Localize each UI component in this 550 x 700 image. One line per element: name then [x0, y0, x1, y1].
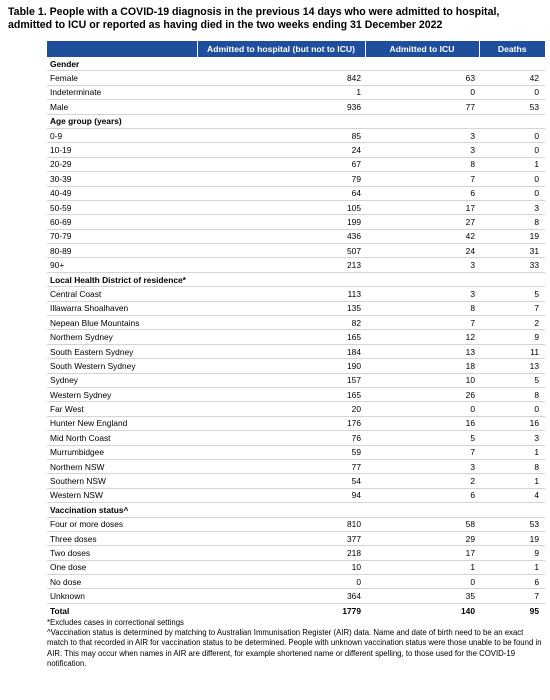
- row-label: Hunter New England: [47, 416, 197, 430]
- icu-cell: 0: [365, 85, 479, 99]
- table-row: [47, 344, 545, 358]
- hospital-cell: 165: [197, 330, 365, 344]
- deaths-cell: 0: [479, 402, 545, 416]
- icu-cell: 16: [365, 416, 479, 430]
- hospital-cell: 507: [197, 244, 365, 258]
- header-deaths: Deaths: [479, 41, 545, 57]
- hospital-cell: [197, 57, 365, 71]
- section-label: Age group (years): [47, 114, 197, 128]
- table-row: [47, 287, 545, 301]
- hospital-cell: [197, 503, 365, 517]
- icu-cell: 18: [365, 359, 479, 373]
- table-row: [47, 258, 545, 272]
- section-row: [47, 272, 545, 286]
- icu-cell: 7: [365, 445, 479, 459]
- row-label: Western NSW: [47, 488, 197, 502]
- icu-cell: 10: [365, 373, 479, 387]
- row-label: Far West: [47, 402, 197, 416]
- row-label: 90+: [47, 258, 197, 272]
- table-row: [47, 416, 545, 430]
- deaths-cell: 3: [479, 431, 545, 445]
- deaths-cell: [479, 503, 545, 517]
- row-label: Unknown: [47, 589, 197, 603]
- hospital-cell: 184: [197, 344, 365, 358]
- hospital-cell: 82: [197, 316, 365, 330]
- deaths-cell: 6: [479, 575, 545, 589]
- icu-cell: 7: [365, 316, 479, 330]
- icu-cell: 35: [365, 589, 479, 603]
- row-label: South Eastern Sydney: [47, 344, 197, 358]
- deaths-cell: 31: [479, 244, 545, 258]
- hospital-cell: 213: [197, 258, 365, 272]
- hospital-cell: 20: [197, 402, 365, 416]
- header-hospital: Admitted to hospital (but not to ICU): [197, 41, 365, 57]
- deaths-cell: 33: [479, 258, 545, 272]
- table-row: [47, 71, 545, 85]
- icu-cell: [365, 57, 479, 71]
- icu-cell: 8: [365, 157, 479, 171]
- table-row: [47, 431, 545, 445]
- deaths-cell: 3: [479, 200, 545, 214]
- icu-cell: [365, 503, 479, 517]
- table-row: [47, 575, 545, 589]
- table-row: [47, 387, 545, 401]
- row-label: 60-69: [47, 215, 197, 229]
- row-label: 80-89: [47, 244, 197, 258]
- table-row: [47, 186, 545, 200]
- hospital-cell: [197, 272, 365, 286]
- row-label: 70-79: [47, 229, 197, 243]
- row-label: Two doses: [47, 546, 197, 560]
- section-row: [47, 57, 545, 71]
- icu-cell: 27: [365, 215, 479, 229]
- row-label: 40-49: [47, 186, 197, 200]
- row-label: Southern NSW: [47, 474, 197, 488]
- deaths-cell: 8: [479, 215, 545, 229]
- row-label: 0-9: [47, 128, 197, 142]
- hospital-cell: 936: [197, 100, 365, 114]
- table-row: [47, 143, 545, 157]
- hospital-cell: 190: [197, 359, 365, 373]
- hospital-cell: 176: [197, 416, 365, 430]
- section-row: [47, 114, 545, 128]
- table-row: [47, 215, 545, 229]
- row-label: Male: [47, 100, 197, 114]
- deaths-cell: 8: [479, 459, 545, 473]
- row-label: Four or more doses: [47, 517, 197, 531]
- hospital-cell: 59: [197, 445, 365, 459]
- data-table: [47, 41, 545, 617]
- header-row: [47, 41, 545, 57]
- deaths-cell: 7: [479, 589, 545, 603]
- table-row: [47, 459, 545, 473]
- deaths-cell: 1: [479, 560, 545, 574]
- hospital-cell: 94: [197, 488, 365, 502]
- deaths-cell: 9: [479, 546, 545, 560]
- table-row: [47, 244, 545, 258]
- table-row: [47, 85, 545, 99]
- table-row: [47, 488, 545, 502]
- row-label: Nepean Blue Mountains: [47, 316, 197, 330]
- deaths-cell: 0: [479, 186, 545, 200]
- icu-cell: 0: [365, 575, 479, 589]
- icu-cell: 42: [365, 229, 479, 243]
- row-label: Northern NSW: [47, 459, 197, 473]
- row-label: South Western Sydney: [47, 359, 197, 373]
- deaths-cell: 1: [479, 474, 545, 488]
- icu-cell: 3: [365, 143, 479, 157]
- row-label: 50-59: [47, 200, 197, 214]
- icu-cell: 5: [365, 431, 479, 445]
- deaths-cell: 0: [479, 85, 545, 99]
- table-row: [47, 373, 545, 387]
- deaths-cell: 0: [479, 128, 545, 142]
- row-label: Mid North Coast: [47, 431, 197, 445]
- icu-cell: 17: [365, 546, 479, 560]
- icu-cell: 58: [365, 517, 479, 531]
- deaths-cell: 8: [479, 387, 545, 401]
- deaths-cell: 9: [479, 330, 545, 344]
- icu-cell: 13: [365, 344, 479, 358]
- row-label: Sydney: [47, 373, 197, 387]
- deaths-cell: 53: [479, 100, 545, 114]
- hospital-cell: 79: [197, 172, 365, 186]
- hospital-cell: 67: [197, 157, 365, 171]
- header-blank: [47, 41, 197, 57]
- icu-cell: 2: [365, 474, 479, 488]
- table-row: [47, 517, 545, 531]
- table-row: [47, 531, 545, 545]
- table-row: [47, 546, 545, 560]
- footnotes: [47, 618, 545, 669]
- row-label: 10-19: [47, 143, 197, 157]
- deaths-cell: 2: [479, 316, 545, 330]
- row-label: Total: [50, 605, 70, 616]
- hospital-cell: 1: [197, 85, 365, 99]
- hospital-cell: 113: [197, 287, 365, 301]
- row-label: 20-29: [47, 157, 197, 171]
- icu-cell: 140: [461, 605, 475, 616]
- icu-cell: 3: [365, 459, 479, 473]
- table-row: [47, 402, 545, 416]
- deaths-cell: 13: [479, 359, 545, 373]
- hospital-cell: 10: [197, 560, 365, 574]
- total-row: [47, 603, 545, 617]
- deaths-cell: 19: [479, 531, 545, 545]
- hospital-cell: 810: [197, 517, 365, 531]
- table-row: [47, 589, 545, 603]
- hospital-cell: 105: [197, 200, 365, 214]
- deaths-cell: 11: [479, 344, 545, 358]
- icu-cell: 63: [365, 71, 479, 85]
- icu-cell: 12: [365, 330, 479, 344]
- icu-cell: 0: [365, 402, 479, 416]
- footnote-vaccination: ^Vaccination status is determined by matching to Australian Immunisation Register (AIR) data. Name and date of birth need to be an exact match to that recorded in AIR for vaccination status to be determined. People with unknown vaccination status were those unable to be found in AIR. This may occur when names in AIR are different, for example shortened name or different spelling, to those used for the COVID-19 notification.: [47, 628, 542, 668]
- icu-cell: 8: [365, 301, 479, 315]
- icu-cell: 3: [365, 258, 479, 272]
- deaths-cell: [479, 114, 545, 128]
- icu-cell: 77: [365, 100, 479, 114]
- row-label: One dose: [47, 560, 197, 574]
- table-row: [47, 445, 545, 459]
- hospital-cell: 64: [197, 186, 365, 200]
- icu-cell: 17: [365, 200, 479, 214]
- hospital-cell: 218: [197, 546, 365, 560]
- hospital-cell: 76: [197, 431, 365, 445]
- icu-cell: 6: [365, 186, 479, 200]
- table-row: [47, 359, 545, 373]
- table-row: [47, 474, 545, 488]
- row-label: Illawarra Shoalhaven: [47, 301, 197, 315]
- hospital-cell: 377: [197, 531, 365, 545]
- icu-cell: 24: [365, 244, 479, 258]
- hospital-cell: 364: [197, 589, 365, 603]
- deaths-cell: 1: [479, 445, 545, 459]
- row-label: Three doses: [47, 531, 197, 545]
- icu-cell: 6: [365, 488, 479, 502]
- hospital-cell: 54: [197, 474, 365, 488]
- table-body: [47, 57, 545, 617]
- table-title: Table 1. People with a COVID-19 diagnosis in the previous 14 days who were admitted to hospital, admitted to ICU or reported as having died in the two weeks ending 31 December 2022: [8, 6, 500, 31]
- table-row: [47, 157, 545, 171]
- section-label: Vaccination status^: [47, 503, 197, 517]
- icu-cell: [365, 114, 479, 128]
- hospital-cell: 157: [197, 373, 365, 387]
- hospital-cell: 436: [197, 229, 365, 243]
- hospital-cell: 842: [197, 71, 365, 85]
- row-label: Western Sydney: [47, 387, 197, 401]
- deaths-cell: 95: [529, 605, 539, 616]
- hospital-cell: 165: [197, 387, 365, 401]
- hospital-cell: 199: [197, 215, 365, 229]
- icu-cell: 3: [365, 128, 479, 142]
- table-row: [47, 172, 545, 186]
- deaths-cell: 7: [479, 301, 545, 315]
- row-label: Indeterminate: [47, 85, 197, 99]
- row-label: Northern Sydney: [47, 330, 197, 344]
- icu-cell: 3: [365, 287, 479, 301]
- section-row: [47, 503, 545, 517]
- table-row: [47, 560, 545, 574]
- deaths-cell: 19: [479, 229, 545, 243]
- icu-cell: 7: [365, 172, 479, 186]
- row-label: Female: [47, 71, 197, 85]
- table-row: [47, 229, 545, 243]
- table-row: [47, 316, 545, 330]
- deaths-cell: 16: [479, 416, 545, 430]
- hospital-cell: 1779: [342, 605, 361, 616]
- hospital-cell: 77: [197, 459, 365, 473]
- icu-cell: 1: [365, 560, 479, 574]
- deaths-cell: 0: [479, 172, 545, 186]
- deaths-cell: [479, 272, 545, 286]
- table-row: [47, 301, 545, 315]
- hospital-cell: 24: [197, 143, 365, 157]
- table-row: [47, 128, 545, 142]
- deaths-cell: 53: [479, 517, 545, 531]
- table-row: [47, 200, 545, 214]
- hospital-cell: 0: [197, 575, 365, 589]
- header-icu: Admitted to ICU: [365, 41, 479, 57]
- section-label: Gender: [47, 57, 197, 71]
- deaths-cell: [479, 57, 545, 71]
- hospital-cell: [197, 114, 365, 128]
- hospital-cell: 135: [197, 301, 365, 315]
- section-label: Local Health District of residence*: [47, 272, 197, 286]
- deaths-cell: 5: [479, 287, 545, 301]
- deaths-cell: 0: [479, 143, 545, 157]
- footnote-correctional: *Excludes cases in correctional settings: [47, 618, 184, 627]
- icu-cell: 29: [365, 531, 479, 545]
- deaths-cell: 5: [479, 373, 545, 387]
- row-label: 30-39: [47, 172, 197, 186]
- row-label: Central Coast: [47, 287, 197, 301]
- deaths-cell: 1: [479, 157, 545, 171]
- table-row: [47, 100, 545, 114]
- table-row: [47, 330, 545, 344]
- hospital-cell: 85: [197, 128, 365, 142]
- deaths-cell: 4: [479, 488, 545, 502]
- row-label: Murrumbidgee: [47, 445, 197, 459]
- icu-cell: [365, 272, 479, 286]
- row-label: No dose: [47, 575, 197, 589]
- deaths-cell: 42: [479, 71, 545, 85]
- icu-cell: 26: [365, 387, 479, 401]
